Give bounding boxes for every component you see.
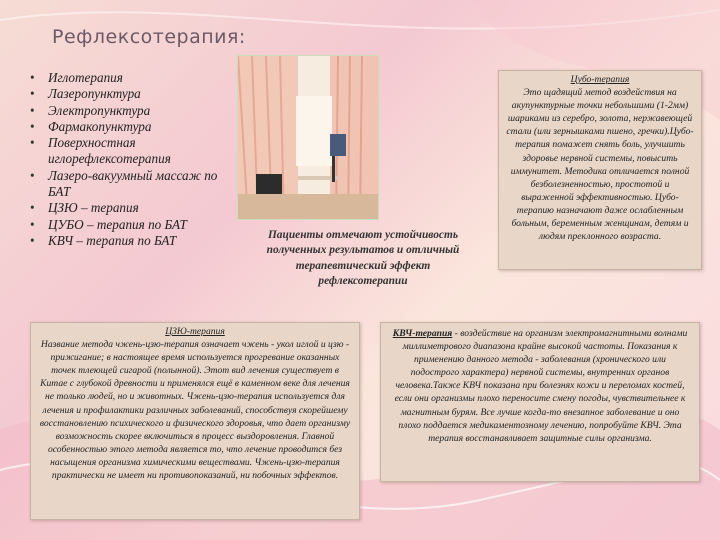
kvch-therapy-panel bbox=[380, 322, 700, 482]
list-item: • Фармакопунктура bbox=[22, 119, 237, 135]
page-title: Рефлексотерапия: bbox=[52, 26, 246, 48]
kvch-text: - воздействие на организм электромагнитными волнами миллиметрового диапазона крайне высокой частоты. Показания к применению данного метода - заболевания (хронического или подострого характера) нервной системы, внутренних органов человека.Также КВЧ показана при болезнях кожи и переломах костей, если они организмы плохо переносите смену погоды, чувствительнее к магнитным бурям. Все лучше когда-то внезапное заболевание и оно плохо поддается медикаментозному лечению, попробуйте КВЧ. Эта терапия восстанавливает защитные силы организма. bbox=[394, 328, 688, 444]
caption-text: Пациенты отмечают устойчивость полученных результатов и отличный терапевтический эффект рефлексотерапии bbox=[266, 229, 460, 287]
cubo-text: Это щадящий метод воздействия на акупунктурные точки небольшими (1-2мм) шариками из серебро, золота, нержавеющей стали (или зернышками пшено, гречки).Цубо-терапия помажет снять боль, улучшить здоровье нервной системы, повысить иммунитет. Методика отличается полной безболезненностью, простотой и выраженной эффективностью. Цубо-терапию назначают даже ослабленным больным, беременным женщинам, детям и людям преклонного возраста. bbox=[506, 87, 694, 243]
list-item: • ЦУБО – терапия по БАТ bbox=[22, 217, 237, 233]
czju-therapy-panel bbox=[30, 322, 360, 520]
list-item: • Иглотерапия bbox=[22, 70, 237, 86]
list-item: • Лазеропунктура bbox=[22, 86, 237, 102]
treatment-room-photo bbox=[237, 55, 379, 220]
list-item: • КВЧ – терапия по БАТ bbox=[22, 233, 237, 249]
czju-text: Название метода чжень-цзю-терапия означает чжень - укол иглой и цзю - прижигание; в настоящее время используется прогревание оказанных точек тлеющей сигарой (полынной). Этот вид лечения существует в Китае с глубокой древности и применялся ещё в каменном веке для лечения не только людей, но и животных. Чжень-цзю-терапия используется для лечения и профилактики различных заболеваний, способствуя скорейшему восстановлению психического и физического здоровья, что дает организму возможность скорее включиться в процесс выздоровления. Главной особенностью этого метода является то, что лечение проводится без насыщения организма химическими веществами. Чжень-цзю-терапия практически не имеет ни противопоказаний, ни побочных эффектов. bbox=[39, 339, 351, 482]
list-item: • Поверхностная иглорефлексотерапия bbox=[22, 135, 237, 168]
cubo-therapy-panel bbox=[498, 70, 702, 270]
list-item: • Лазеро-вакуумный массаж по БАТ bbox=[22, 168, 237, 201]
cubo-heading: Цубо-терапия bbox=[570, 74, 630, 85]
czju-heading: ЦЗЮ-терапия bbox=[165, 326, 225, 337]
list-item: • ЦЗЮ – терапия bbox=[22, 200, 237, 216]
list-item: • Электропунктура bbox=[22, 103, 237, 119]
kvch-heading: КВЧ-терапия bbox=[392, 328, 453, 339]
methods-list bbox=[22, 70, 237, 249]
